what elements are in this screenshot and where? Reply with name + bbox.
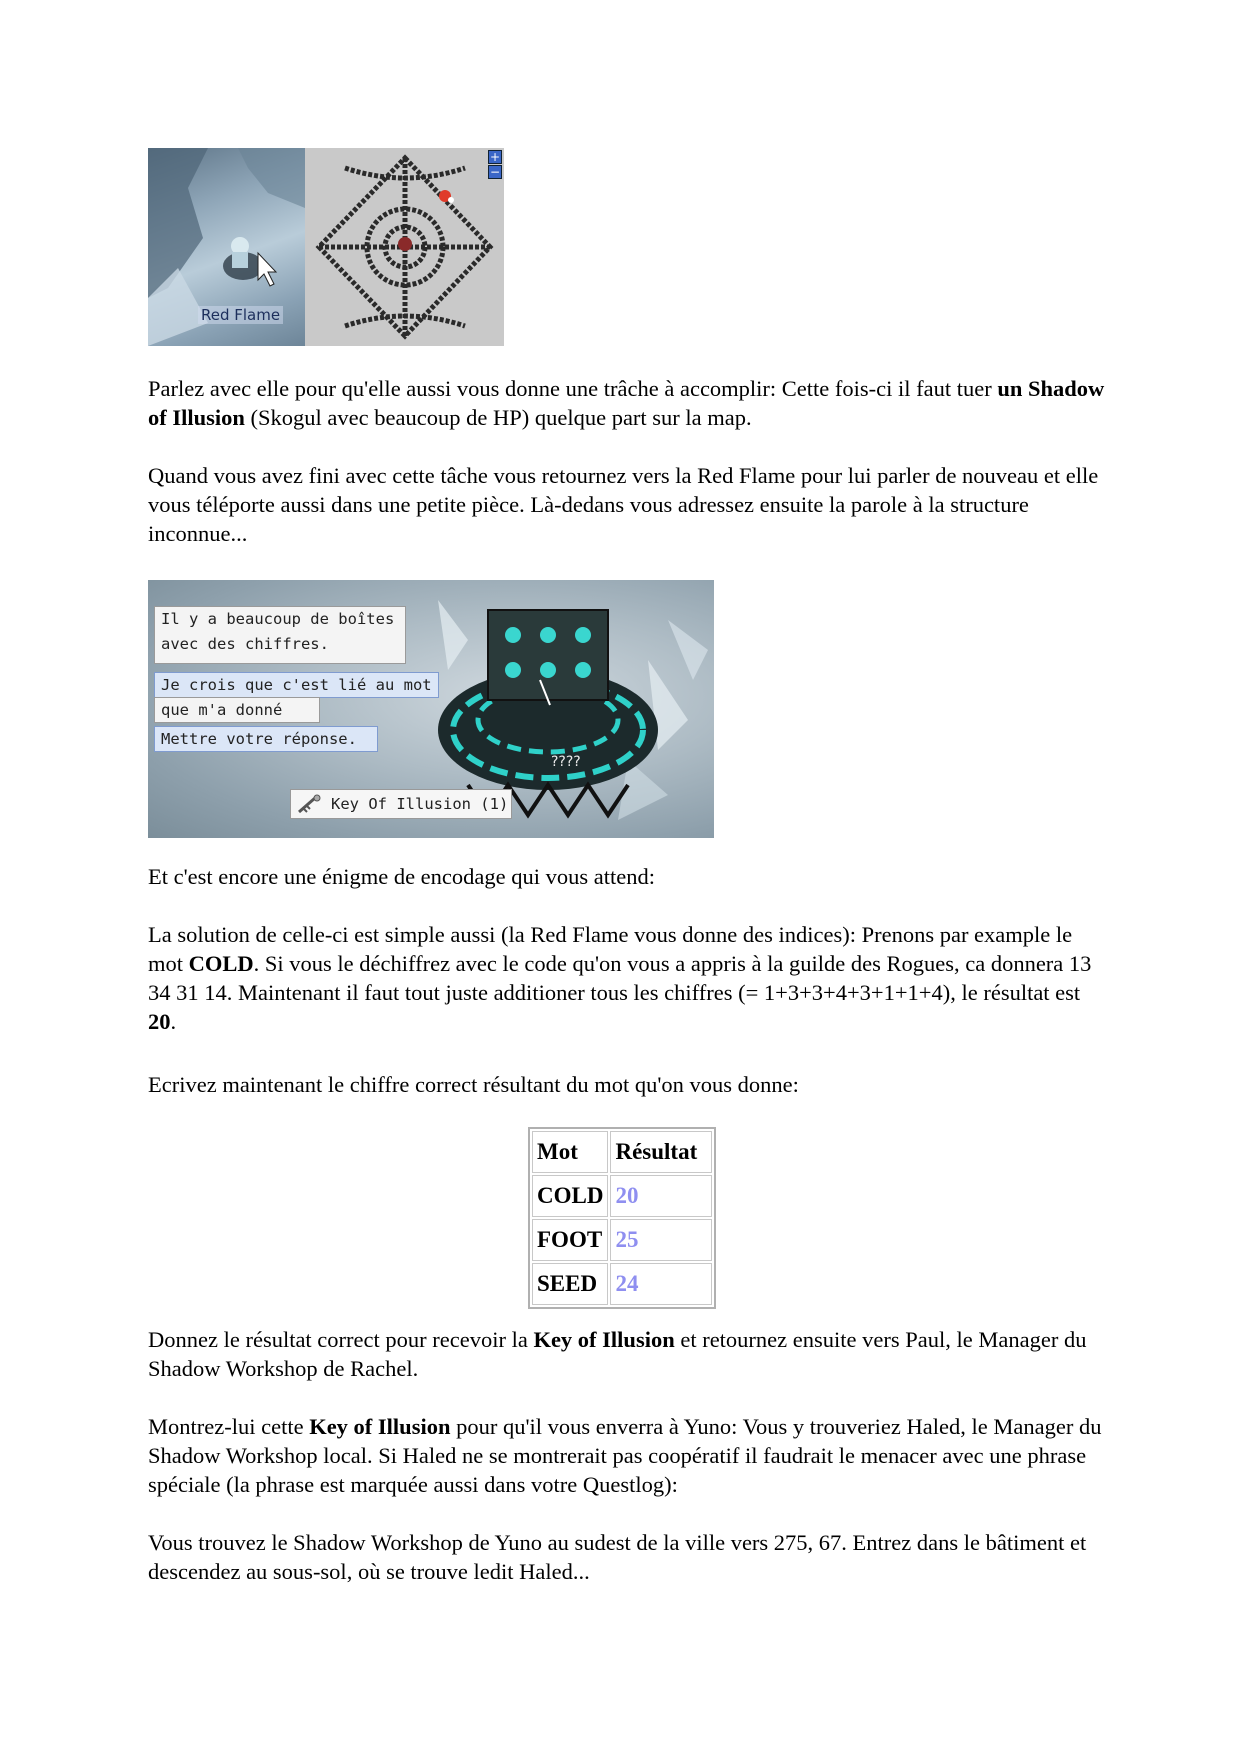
text: Parlez avec elle pour qu'elle aussi vous donne une trâche à accomplir: Cette fois-ci il faut tuer [148,376,998,401]
column-header: Mot [532,1131,608,1173]
game-scene [148,148,305,346]
text: La solution de celle-ci est simple aussi (la Red Flame vous donne des indices): Prenons par example le mot [148,922,1073,976]
paragraph-5: Ecrivez maintenant le chiffre correct résultant du mot qu'on vous donne: [148,1072,799,1097]
word-cell: FOOT [532,1219,608,1261]
bold-text: COLD [188,951,254,976]
column-header: Résultat [610,1131,712,1173]
bold-text: Key of Illusion [309,1414,451,1439]
paragraph-2: Quand vous avez fini avec cette tâche vous retournez vers la Red Flame pour lui parler de nouveau et elle vous téléporte aussi dans une petite pièce. Là-dedans vous adressez ensuite la parole à la structure inconnue... [148,463,1099,546]
result-table [528,1127,716,1309]
dialog-line: que m'a donné [161,701,283,719]
npc-unknown-label: ???? [551,754,581,770]
game-screenshot-red-flame [148,148,504,346]
table-row [532,1219,712,1261]
word-cell: COLD [532,1175,608,1217]
dialog-option-label: Je crois que c'est lié au mot [161,676,432,694]
text: et retournez ensuite vers Paul, le Manager du Shadow Workshop de Rachel. [148,1327,1087,1381]
dialog-box [154,606,406,664]
paragraph-8: Vous trouvez le Shadow Workshop de Yuno au sudest de la ville vers 275, 67. Entrez dans le bâtiment et descendez au sous-sol, où se trouve ledit Haled... [148,1530,1087,1584]
paragraph-7 [148,1412,1108,1499]
paragraph-6 [148,1325,1108,1383]
text: pour qu'il vous enverra à Yuno: Vous y trouveriez Haled, le Manager du Shadow Workshop local. Si Haled ne se montrerait pas coopératif il faudrait le menacer avec une phrase spéciale (la phrase est marquée aussi dans votre Questlog): [148,1414,1102,1497]
word-cell: SEED [532,1263,608,1305]
dialog-option-mot[interactable] [154,672,439,698]
npc-name-label: Red Flame [198,306,283,324]
dialog-option-reponse[interactable] [154,726,378,752]
result-cell: 20 [610,1175,712,1217]
text: . Si vous le déchiffrez avec le code qu'on vous a appris à la guilde des Rogues, ca donnera 13 34 31 14. Maintenant il faut tout juste additioner tous les chiffres (= 1+3+3+4+3+1+1+4), le résultat est [148,951,1092,1005]
dialog-line: Il y a beaucoup de boîtes [161,610,395,628]
text: (Skogul avec beaucoup de HP) quelque part sur la map. [244,405,752,430]
zoom-out-icon[interactable]: − [489,165,501,179]
paragraph-3: Et c'est encore une énigme de encodage qui vous attend: [148,864,655,889]
game-screenshot-puzzle [148,580,714,838]
bold-text: Key of Illusion [533,1327,675,1352]
result-cell: 24 [610,1263,712,1305]
table-row [532,1175,712,1217]
dialog-line: avec des chiffres. [161,635,329,653]
item-label: Key Of Illusion (1) [331,795,509,813]
minimap[interactable] [305,148,504,346]
zoom-in-icon[interactable]: + [489,150,501,164]
text: Montrez-lui cette [148,1414,310,1439]
key-icon [297,794,323,823]
result-cell: 25 [610,1219,712,1261]
text: Donnez le résultat correct pour recevoir la [148,1327,534,1352]
bold-text: un Shadow of Illusion [148,376,1105,430]
table-header-row [532,1131,712,1173]
text: . [170,1009,177,1034]
bold-text: 20 [148,1009,171,1034]
paragraph-1 [148,374,1108,432]
dialog-line-box [154,697,320,723]
paragraph-4 [148,920,1108,1036]
dialog-option-label: Mettre votre réponse. [161,730,357,748]
item-tooltip [290,789,512,819]
table-row [532,1263,712,1305]
minimap-art [305,148,504,346]
